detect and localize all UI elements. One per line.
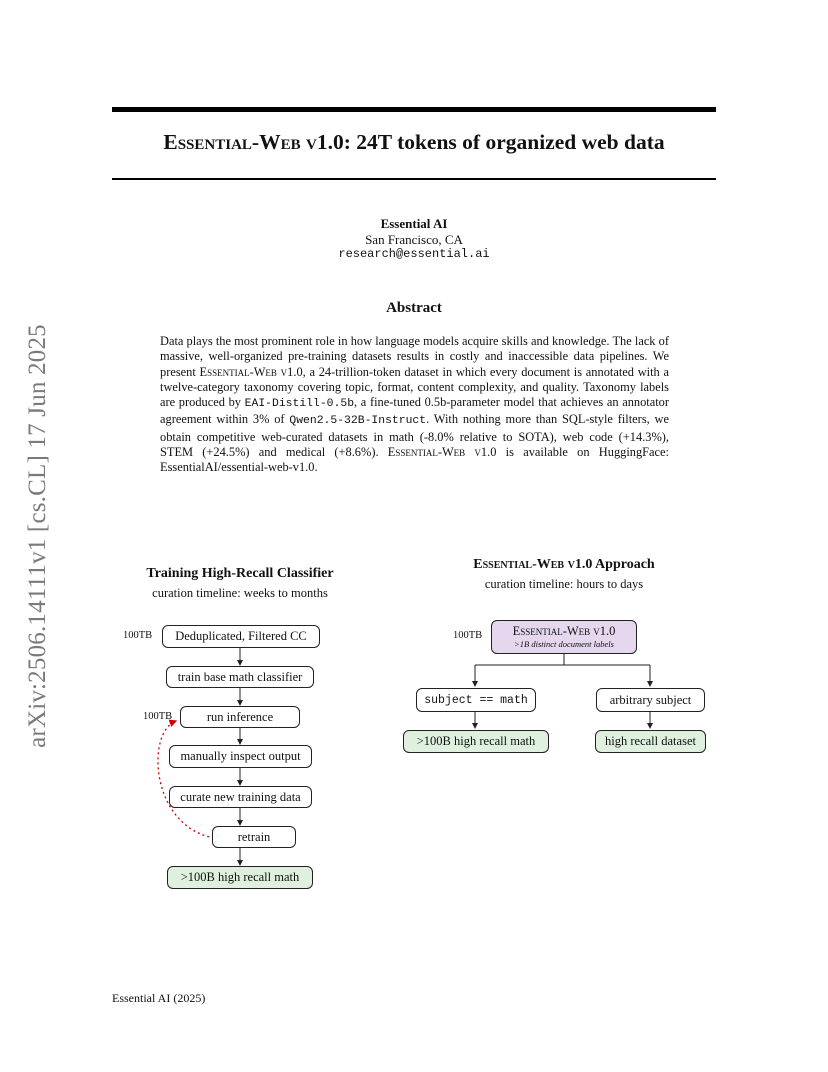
abstract-text-2: , a 24-trillion-token dataset in which every document is annotated with a twelve-category taxonomy covering topic, format, content complexity, and quality. Taxonomy labels are produced by: [160, 364, 669, 410]
right-title-rest: Approach: [592, 557, 655, 572]
author-name: Essential AI: [380, 216, 448, 231]
subject-math-filter-text: subject == math: [424, 693, 528, 707]
abstract-model-small: EAI-Distill-0.5b: [244, 398, 355, 411]
title-sep: -: [251, 130, 260, 154]
right-size-label: 100TB: [453, 630, 483, 641]
node-train-classifier: train base math classifier: [166, 666, 314, 688]
left-size-label-top: 100TB: [123, 630, 153, 641]
abstract-model-large: Qwen2.5-32B-Instruct: [289, 415, 427, 428]
node-retrain: retrain: [212, 826, 296, 848]
node-inspect-output: manually inspect output: [169, 745, 312, 768]
node-dedup-filtered-cc: Deduplicated, Filtered CC: [162, 625, 320, 648]
left-panel-title: Training High-Recall Classifier: [146, 566, 334, 581]
page-footer: Essential AI (2025): [112, 991, 206, 1005]
left-panel-subtitle: curation timeline: weeks to months: [152, 586, 328, 600]
author-email: research@essential.ai: [338, 247, 490, 261]
right-title-sc: Essential-Web: [473, 557, 565, 572]
title-version: v1.0: [305, 130, 344, 154]
left-size-label-mid: 100TB: [143, 711, 173, 722]
node-essential-web-root: [491, 620, 637, 654]
node-left-output-math: >100B high recall math: [167, 866, 313, 889]
abstract-text-5: is available on HuggingFace: EssentialAI/essential-web-v1.0.: [160, 445, 669, 475]
node-arbitrary-subject: arbitrary subject: [596, 688, 705, 712]
node-right-output-math: >100B high recall math: [403, 730, 549, 753]
right-panel-title: [400, 557, 728, 573]
author-location: San Francisco, CA: [365, 232, 463, 247]
title-rest: : 24T tokens of organized web data: [343, 130, 665, 154]
right-title-version: v1.0: [567, 557, 593, 572]
node-right-output-dataset: high recall dataset: [595, 730, 706, 753]
abstract-heading: Abstract: [386, 300, 442, 316]
node-subject-math-filter: [416, 688, 536, 712]
abstract-text-4: . With nothing more than SQL-style filters, we obtain competitive web-curated datasets in math (-8.0% relative to SOTA), web code (+14.3%), STEM (+24.5%) and medical (+8.6%).: [160, 412, 669, 460]
node-run-inference: run inference: [180, 706, 300, 728]
root-node-title: Essential-Web v1.0: [512, 624, 616, 638]
abstract-text-1: Data plays the most prominent role in how language models acquire skills and knowledge. The lack of massive, well-organized pre-training datasets results in costly and inaccessible data pipelines. We present: [160, 334, 669, 379]
abstract-dataset-name-2: Essential-Web v1.0: [387, 445, 497, 460]
abstract-text-3: , a fine-tuned 0.5b-parameter model that achieves an annotator agreement within 3% of: [160, 395, 669, 427]
abstract-dataset-name: Essential-Web v1.0: [199, 364, 303, 379]
root-node-note: >1B distinct document labels: [514, 639, 614, 649]
arxiv-identifier: arXiv:2506.14111v1 [cs.CL] 17 Jun 2025: [24, 324, 51, 748]
retrain-loop-arrow: [158, 721, 214, 838]
right-panel-subtitle: curation timeline: hours to days: [484, 577, 644, 591]
title-sc-part-2: Web: [259, 130, 301, 154]
title-sc-part-1: Essential: [163, 130, 252, 154]
node-curate-training-data: curate new training data: [169, 786, 312, 808]
